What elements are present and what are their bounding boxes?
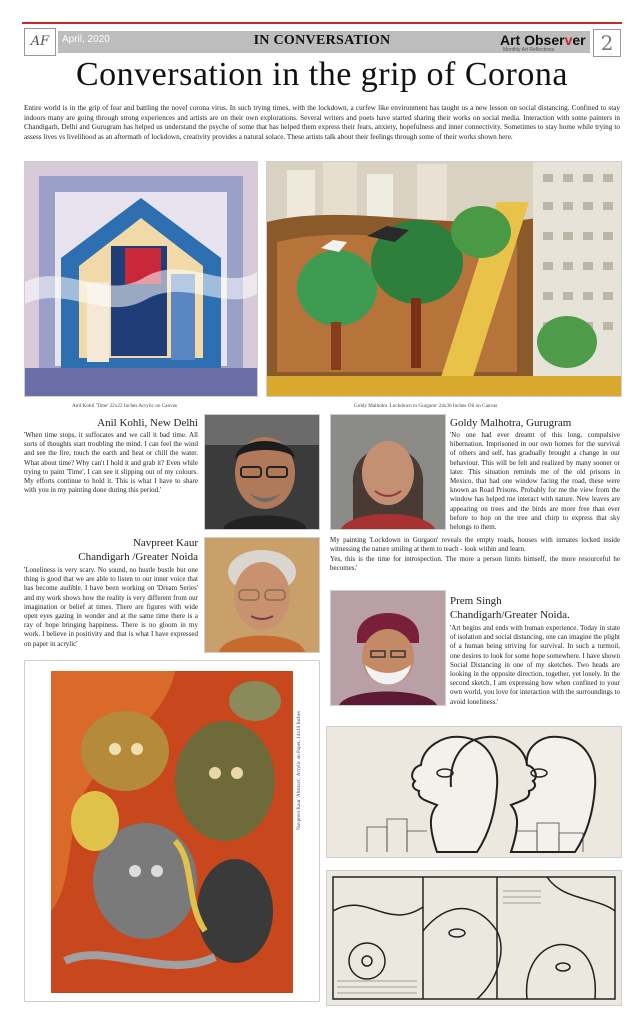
- artist-name-kaur-line2: Chandigarh /Greater Noida: [78, 551, 198, 563]
- caption-malhotra-painting: Goldy Malhotra 'Lockdown in Gurgaon' 24x36 Inches Oil on Canvas: [354, 403, 498, 409]
- brand-name: Art Observer: [500, 32, 586, 48]
- quote-malhotra-3: Yes, this is the time for introspection. The more a person limits himself, the more resourceful he becomes.': [330, 555, 620, 573]
- artist-name-singh-line2: Chandigarh/Greater Noida.: [450, 609, 570, 621]
- quote-kaur: 'Loneliness is very scary. No sound, no hustle bustle but one thing is good that we are able to listen to our inner voice that has become audible. I have been working on 'Dream Series' and my work shows how the reality is very different from our imagination or belief at times. There are figures with wide open eyes gazing in wonder and at the same time there is a ray of hope bringing happiness. There is no gloom in my work. I believe in positivity and that is what I have expressed on paper in acrylic': [24, 566, 198, 648]
- navpreet-kaur-photo: [204, 537, 320, 653]
- artist-name-singh: [450, 594, 570, 622]
- section-title: IN CONVERSATION: [253, 33, 391, 48]
- painting-time-image: [24, 161, 258, 397]
- header-rule: [22, 22, 622, 24]
- painting-abstract-image: [24, 660, 320, 1002]
- anil-kohli-photo: [204, 414, 320, 530]
- prem-singh-photo: [330, 590, 446, 706]
- caption-kohli-painting: Anil Kohli 'Time' 22x22 Inches Acrylic on Canvas: [72, 403, 177, 409]
- issue-date: April, 2020: [62, 34, 110, 45]
- artist-name-malhotra: Goldy Malhotra, Gurugram: [450, 417, 572, 429]
- sketch-social-distancing-image: [326, 726, 622, 858]
- artist-name-singh-line1: Prem Singh: [450, 595, 502, 607]
- quote-malhotra-1: 'No one had ever dreamt of this long, compulsive hibernation. Imprisoned in our own homes for the survival of others and self, has gradually brought a change in our behaviour. This will be felt and realized by many sooner or later. This situation reminds me of the old prisons in Mexico, that had one window facing the road, these were known as Road Prisons. Probably for me the view from the window has helped me interact with nature. New leaves are appearing on trees and the birds are more free than ever before to hop on the tree and chirp to express that sky belongs to them.: [450, 431, 620, 532]
- brand-tagline: Monthly Art Reflections: [503, 47, 555, 53]
- painting-lockdown-image: [266, 161, 622, 397]
- caption-kaur-painting: Navpreet Kaur 'Abstract', Acrylic on Paper, 14x10 Inches: [296, 710, 302, 830]
- quote-malhotra-2: My painting 'Lockdown in Gurgaon' reveals the empty roads, houses with inmates locked inside witnessing the nature smiling at them to teach - look within and learn.: [330, 536, 620, 554]
- magazine-logo: AF: [24, 28, 56, 56]
- quote-kohli: 'When time stops, it suffocates and we call it bad time. All sorts of thoughts start troubling the mind. I can feel the wind and see the fire, touch the earth and heat or chill the water. What about time? Why can't I hold it and grab it? Even while trying to paint 'Time', I can see it slipping out of my colours. My efforts continue to hold it. This is what I have to share with you in my painting done during this period.': [24, 431, 198, 495]
- quote-singh: 'Art begins and ends with human experience. Today in state of isolation and social distancing, one can imagine the plight of a human being striving for survival. In such a turmoil, one desires to look for some hope somewhere. I have shown Social Distancing in one of my sketches. Two heads are looking in the opposite direction, together, yet lonely. In the second sketch, I am expressing how when confined to your own world, you love for interaction with the surroundings to avoid loneliness.': [450, 624, 620, 706]
- page-headline: Conversation in the grip of Corona: [76, 56, 568, 93]
- artist-name-kohli: Anil Kohli, New Delhi: [97, 417, 198, 429]
- artist-name-kaur: [24, 536, 198, 564]
- artist-name-kaur-line1: Navpreet Kaur: [132, 537, 198, 549]
- sketch-confined-world-image: [326, 870, 622, 1006]
- intro-paragraph: Entire world is in the grip of fear and battling the novel corona virus. In such trying times, with the lockdown, a curfew like environment has taught us a new lesson on social distancing. Confined to stay indoors many are going through strong experiences and artists are on their own explorations. Several writers and poets have started sharing their works on social media. Interaction with some painters in Chandigarh, Delhi and Gurugram has helped us understand the psyche of some that has helped them express their fears, anxiety, hopefulness and inner connectivity. Sometimes to stay home while trying to assess lives vs livelihood as an aftermath of lockdown, creativity provides a natural solace. These artists talk about their feelings through some of their works shown here.: [24, 104, 620, 141]
- page-number: 2: [593, 29, 621, 57]
- goldy-malhotra-photo: [330, 414, 446, 530]
